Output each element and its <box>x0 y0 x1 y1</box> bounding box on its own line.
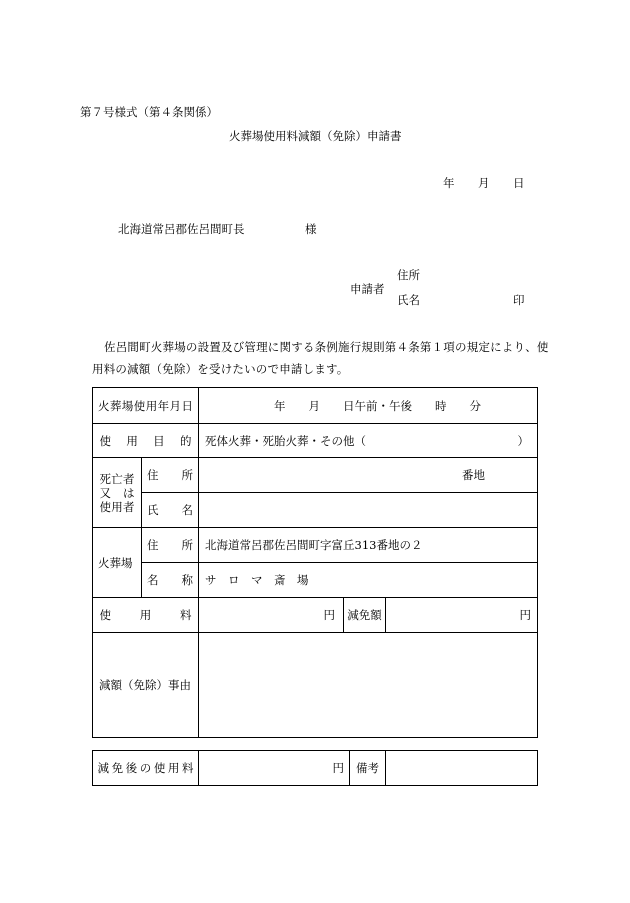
label-char: 名 <box>181 503 193 517</box>
applicant-address-label: 住所 <box>397 268 420 282</box>
purpose-value-cell <box>199 424 538 458</box>
label-char: 名 <box>147 573 159 587</box>
deceased-label-cell <box>93 458 142 528</box>
fee-label <box>100 608 192 622</box>
label-char: 月 <box>169 398 182 413</box>
label-char: 使 <box>99 499 111 514</box>
reason-value <box>199 633 538 738</box>
label-char: 用 <box>111 499 123 514</box>
label-char: 用 <box>145 398 158 413</box>
remarks-label: 備考 <box>350 751 386 786</box>
purpose-label <box>100 434 192 448</box>
deceased-name-label-cell <box>142 493 199 528</box>
crematorium-name-label-cell <box>142 563 199 598</box>
label-char: 住 <box>147 538 159 552</box>
form-number: 第７号様式（第４条関係） <box>80 105 218 119</box>
remarks-value <box>386 751 538 786</box>
label-char: は <box>123 485 135 500</box>
label-char: 用 <box>126 433 138 448</box>
usage-date-value: 年 月 日午前・午後 時 分 <box>199 388 538 424</box>
label-char: 日 <box>181 398 193 413</box>
label-char: の <box>139 761 152 775</box>
date-month: 月 <box>478 176 490 190</box>
fee-after-value: 円 <box>199 751 350 786</box>
post-reduction-table <box>92 750 538 786</box>
reduction-value: 円 <box>386 598 538 633</box>
purpose-options: 死体火葬・死胎火葬・その他（ <box>205 433 366 448</box>
purpose-label-cell <box>93 424 199 458</box>
label-char: 所 <box>181 538 193 552</box>
deceased-label-line-3 <box>100 500 135 514</box>
date-year: 年 <box>443 176 455 190</box>
label-char: 用 <box>167 761 180 775</box>
addressee-name: 北海道常呂郡佐呂間町長 <box>118 222 245 236</box>
label-char: 者 <box>123 499 135 514</box>
label-char: 亡 <box>111 471 123 486</box>
deceased-name-label <box>147 503 193 517</box>
reason-label: 減額（免除）事由 <box>93 633 199 738</box>
label-char: 住 <box>147 468 159 482</box>
application-table <box>92 387 538 738</box>
body-text-line-2: 用料の減額（免除）を受けたいので申請します。 <box>92 362 349 376</box>
applicant-label: 申請者 <box>350 282 385 296</box>
label-char: 料 <box>181 761 194 775</box>
deceased-label-line-1 <box>100 472 135 486</box>
applicant-name-label: 氏名 <box>397 293 420 307</box>
label-char: 死 <box>99 471 111 486</box>
crematorium-address-label <box>147 538 193 552</box>
crematorium-name-label <box>147 573 193 587</box>
fee-after-label <box>98 761 194 775</box>
crematorium-name-value: サ ロ マ 斎 場 <box>199 563 538 598</box>
label-char: 称 <box>181 573 193 587</box>
date-day: 日 <box>513 176 525 190</box>
document-title: 火葬場使用料減額（免除）申請書 <box>229 129 402 143</box>
label-char: 減 <box>97 761 109 775</box>
label-char: 的 <box>179 433 192 448</box>
deceased-address-label <box>147 468 193 482</box>
label-char: 使 <box>153 761 166 775</box>
label-char: 用 <box>139 608 152 622</box>
label-char: 年 <box>157 398 170 413</box>
label-char: 氏 <box>147 503 159 517</box>
addressee-honorific: 様 <box>305 222 317 236</box>
label-char: 免 <box>111 761 124 775</box>
purpose-close-paren: ） <box>517 433 530 448</box>
reduction-label: 減免額 <box>344 598 386 633</box>
crematorium-address-label-cell <box>142 528 199 563</box>
fee-label-cell <box>93 598 199 633</box>
fee-after-label-cell <box>93 751 199 786</box>
label-char: 使 <box>99 433 111 448</box>
deceased-name-value <box>199 493 538 528</box>
seal-mark: 印 <box>513 293 525 307</box>
deceased-address-value: 番地 <box>199 458 538 493</box>
deceased-address-label-cell <box>142 458 199 493</box>
label-char: 所 <box>181 468 193 482</box>
fee-value: 円 <box>199 598 344 633</box>
label-char: 又 <box>99 485 111 500</box>
label-char: 使 <box>99 608 111 622</box>
label-char: 後 <box>125 761 138 775</box>
label-char: 使 <box>133 398 146 413</box>
crematorium-label: 火葬場 <box>93 528 142 598</box>
label-char: 葬 <box>109 398 122 413</box>
label-char: 場 <box>121 398 134 413</box>
body-text-line-1: 佐呂間町火葬場の設置及び管理に関する条例施行規則第４条第１項の規定により、使 <box>104 340 549 354</box>
label-char: 者 <box>123 471 135 486</box>
label-char: 火 <box>98 398 110 413</box>
label-char: 目 <box>153 433 165 448</box>
crematorium-address-value: 北海道常呂郡佐呂間町字富丘313番地の２ <box>199 528 538 563</box>
deceased-label-line-2 <box>100 486 135 500</box>
label-char: 料 <box>180 608 192 622</box>
usage-date-label <box>98 399 193 413</box>
usage-date-label-cell <box>93 388 199 424</box>
